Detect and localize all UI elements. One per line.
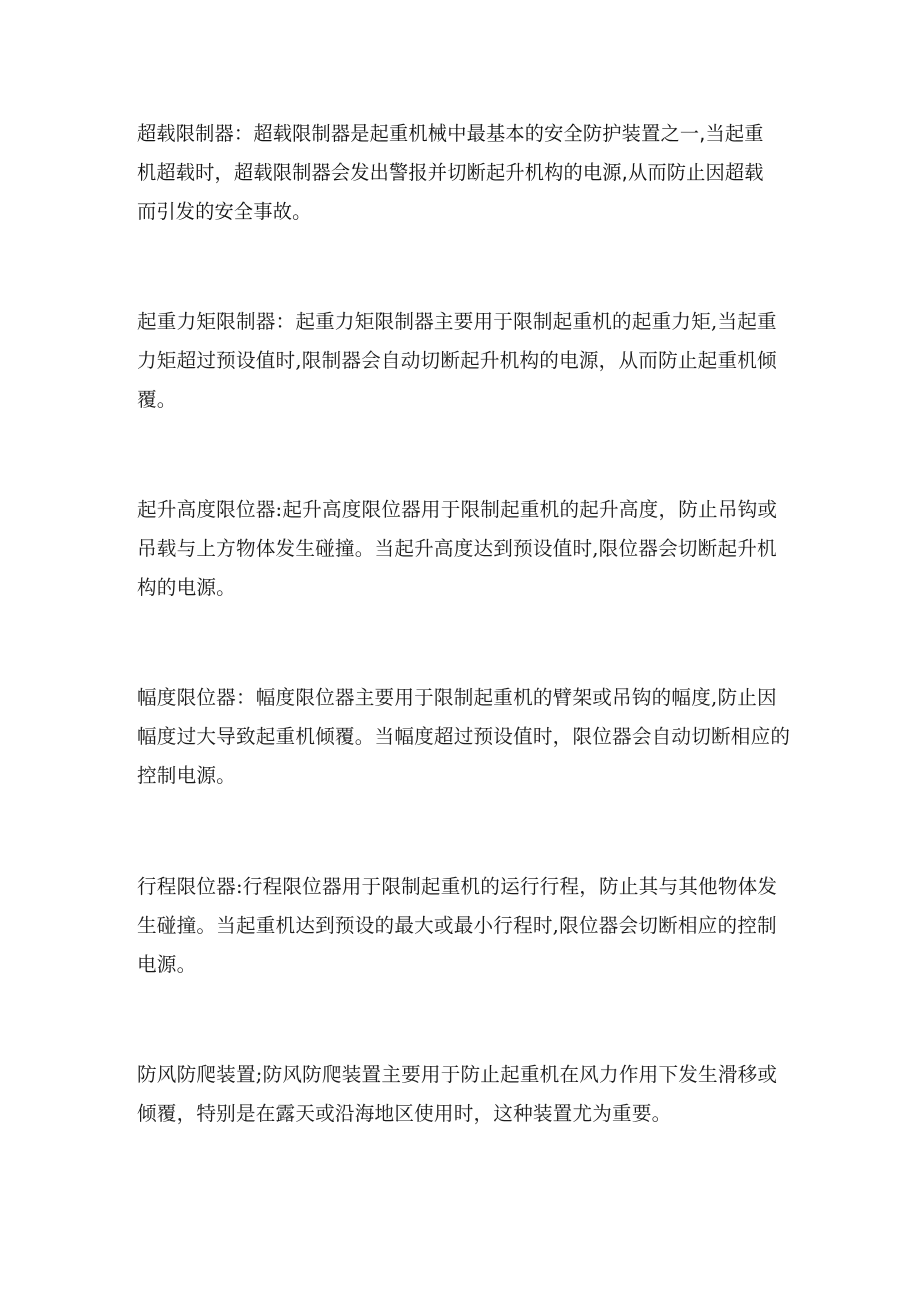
paragraph-amplitude-limiter — [137, 678, 792, 795]
text-line: 幅度过大导致起重机倾覆。当幅度超过预设值时，限位器会自动切断相应的 — [137, 725, 791, 748]
text-line: 覆。 — [137, 388, 177, 411]
text-line: 起升高度限位器:起升高度限位器用于限制起重机的起升高度，防止吊钩或 — [137, 498, 778, 521]
text-line: 幅度限位器：幅度限位器主要用于限制起重机的臂架或吊钩的幅度,防止因 — [137, 686, 777, 709]
paragraph-anti-wind-device — [137, 1055, 792, 1133]
text-line: 电源。 — [137, 953, 197, 976]
text-line: 生碰撞。当起重机达到预设的最大或最小行程时,限位器会切断相应的控制 — [137, 914, 777, 937]
text-line: 力矩超过预设值时,限制器会自动切断起升机构的电源，从而防止起重机倾 — [137, 349, 777, 372]
text-line: 起重力矩限制器：起重力矩限制器主要用于限制起重机的起重力矩,当起重 — [137, 310, 777, 333]
text-line: 构的电源。 — [137, 576, 236, 599]
text-line: 机超载时，超载限制器会发出警报并切断起升机构的电源,从而防止因超载 — [137, 161, 764, 184]
text-line: 吊载与上方物体发生碰撞。当起升高度达到预设值时,限位器会切断起升机 — [137, 537, 777, 560]
text-line: 防风防爬装置;防风防爬装置主要用于防止起重机在风力作用下发生滑移或 — [137, 1063, 778, 1086]
text-line: 超载限制器：超载限制器是起重机械中最基本的安全防护装置之一,当起重 — [137, 122, 764, 145]
paragraph-overload-limiter — [137, 114, 792, 231]
paragraph-moment-limiter — [137, 302, 792, 419]
text-line: 而引发的安全事故。 — [137, 200, 312, 223]
text-line: 控制电源。 — [137, 764, 236, 787]
text-line: 倾覆，特别是在露天或沿海地区使用时，这种装置尤为重要。 — [137, 1102, 672, 1125]
text-line: 行程限位器:行程限位器用于限制起重机的运行行程，防止其与其他物体发 — [137, 875, 778, 898]
paragraph-hoist-height-limiter — [137, 490, 792, 607]
paragraph-travel-limiter — [137, 867, 792, 984]
